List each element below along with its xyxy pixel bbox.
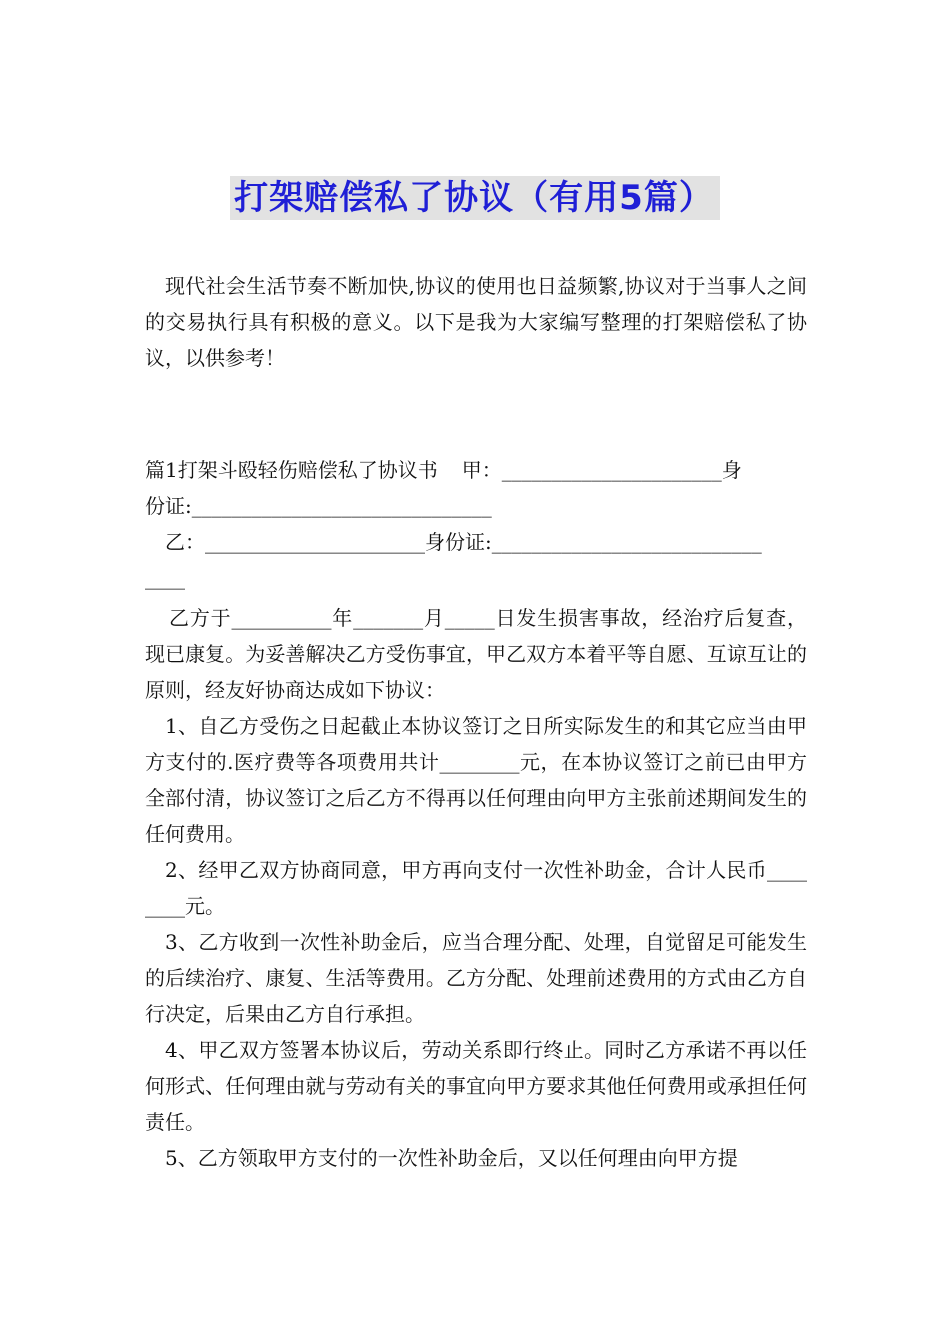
party-b-line: 乙：______________________身份证:___________________________: [165, 530, 762, 554]
agreement-clause-3: 3、乙方收到一次性补助金后，应当合理分配、处理，自觉留足可能发生的后续治疗、康复、生活等费用。乙方分配、处理前述费用的方式由乙方自行决定，后果由乙方自行承担。: [145, 930, 807, 1026]
agreement-clause-1: 1、自乙方受伤之日起截止本协议签订之日所实际发生的和其它应当由甲方支付的.医疗费等各项费用共计________元，在本协议签订之前已由甲方全部付清，协议签订之后乙方不得再以任何理由向甲方主张前述期间发生的任何费用。: [145, 714, 807, 846]
intro-paragraph: 现代社会生活节奏不断加快,协议的使用也日益频繁,协议对于当事人之间的交易执行具有积极的意义。以下是我为大家编写整理的打架赔偿私了协议，以供参考！: [145, 274, 807, 370]
agreement-clause-5: 5、乙方领取甲方支付的一次性补助金后，又以任何理由向甲方提: [165, 1146, 738, 1170]
agreement-clause-2: 2、经甲乙双方协商同意，甲方再向支付一次性补助金，合计人民币________元。: [145, 858, 807, 918]
article-heading-line: [145, 452, 807, 488]
article-heading: 篇1打架斗殴轻伤赔偿私了协议书: [145, 458, 438, 482]
document-title: 打架赔偿私了协议（有用5篇）: [230, 176, 720, 220]
agreement-clause-4: 4、甲乙双方签署本协议后，劳动关系即行终止。同时乙方承诺不再以任何形式、任何理由就与劳动有关的事宜向甲方要求其他任何费用或承担任何责任。: [145, 1038, 807, 1134]
party-a-id-line: 份证:______________________________: [145, 494, 492, 518]
title-container: [0, 176, 950, 220]
agreement-body: [145, 452, 807, 1176]
agreement-paragraph: 乙方于__________年_______月_____日发生损害事故，经治疗后复查，现已康复。为妥善解决乙方受伤事宜，甲乙双方本着平等自愿、互谅互让的原则，经友好协商达成如下协议：: [145, 606, 807, 702]
party-a-field: 甲：______________________身: [461, 458, 742, 482]
intro-section: [145, 268, 807, 376]
party-b-line-continued: ____: [145, 566, 185, 590]
